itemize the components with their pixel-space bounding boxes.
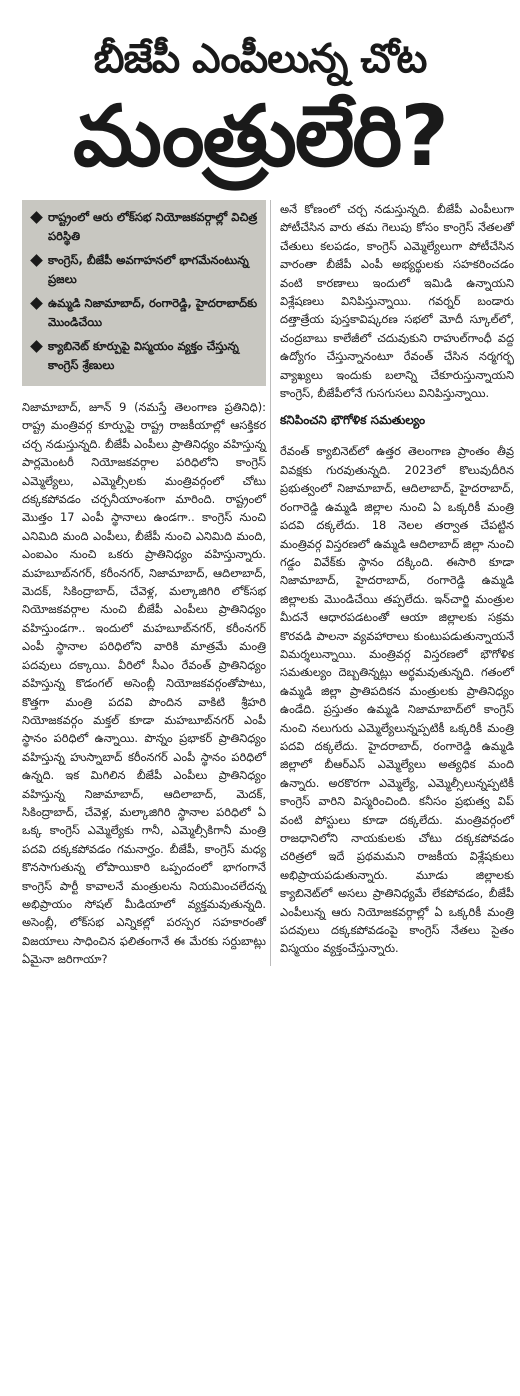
article-headline: మంత్రులేరి? — [73, 87, 447, 185]
highlight-text: కాంగ్రెస్, బీజేపీ అవగాహనలో భాగమేనంటున్న ప్రజలు — [48, 253, 249, 286]
left-column — [22, 200, 266, 977]
diamond-bullet-icon — [30, 254, 43, 267]
diamond-bullet-icon — [30, 211, 43, 224]
diamond-bullet-icon — [30, 297, 43, 310]
highlight-item — [30, 251, 258, 289]
body-paragraph: అనే కోణంలో చర్చ నడుస్తున్నది. బీజేపీ ఎంపీలుగా పోటీచేసిన వారు తమ గెలుపు కోసం కాంగ్రెస్ నేతలతో చేతులు కలపడం, కాంగ్రెస్ ఎమ్మెల్యేలుగా పోటీచేసిన వారంతా బీజేపీ ఎంపీ అభ్యర్థులకు సహకరించడం వంటి కారణాలు ఇందులో ఇమిడి ఉన్నాయని విశ్లేషణలు వినిపిస్తున్నాయి. గవర్నర్ బండారు దత్తాత్రేయ పుస్తకావిష్కరణ సభలో మోదీ స్కూల్‌లో, చంద్రబాబు కాలేజీలో చదువుకుని రాహుల్‌గాంధీ వద్ద ఉద్యోగం చేస్తున్నానంటూ రేవంత్ చేసిన నర్మగర్భ వ్యాఖ్యలు ఇందుకు బలాన్ని చేకూరుస్తున్నాయని కాంగ్రెస్, బీజేపీలోనే గుసగుసలు వినిపిస్తున్నాయి. — [280, 202, 514, 401]
body-paragraph: రేవంత్ క్యాబినెట్‌లో ఉత్తర తెలంగాణ ప్రాంతం తీవ్ర వివక్షకు గురవుతున్నది. 2023లో కొలువుదీరిన ప్రభుత్వంలో నిజామాబాద్, ఆదిలాబాద్, హైదరాబాద్, రంగారెడ్డి ఉమ్మడి జిల్లాల నుంచి ఏ ఒక్కరికీ మంత్రి పదవి దక్కలేదు. 18 నెలల తర్వాత చేపట్టిన మంత్రివర్గ విస్తరణలో ఉమ్మడి ఆదిలాబాద్ జిల్లా నుంచి గడ్డం వివేక్‌కు స్థానం దక్కింది. ఈసారి కూడా నిజామాబాద్, హైదరాబాద్, రంగారెడ్డి ఉమ్మడి జిల్లాలకు మొండిచేయి తప్పలేదు. ఇన్‌చార్జి మంత్రుల మీదనే ఆధారపడటంతో ఆయా జిల్లాలకు సక్రమ కొరవడి పాలనా వ్యవహారాలు కుంటుపడుతున్నాయనే విమర్శలున్నాయి. మంత్రివర్గ విస్తరణలో భౌగోళిక సమతుల్యం దెబ్బతిన్నట్లు అర్థమవుతున్నది. గతంలో ఉమ్మడి జిల్లా ప్రాతిపదికన మంత్రులకు ప్రాతినిధ్యం ఉండేది. ప్రస్తుతం ఉమ్మడి నిజామాబాద్‌లో కాంగ్రెస్ నుంచి నలుగురు ఎమ్మెల్యేలున్నప్పటికీ ఒక్కరికీ మంత్రి పదవి దక్కలేదు. హైదరాబాద్, రంగారెడ్డి ఉమ్మడి జిల్లాలో బీఆర్ఎస్ ఎమ్మెల్యేలు అత్యధిక మంది ఉన్నారు. అరకొరగా ఎమ్మెల్యే, ఎమ్మెల్సీలున్నప్పటికీ కాంగ్రెస్ వారిని విస్మరించింది. కనీసం ప్రభుత్వ విప్ వంటి పోస్టులు కూడా దక్కలేదు. మంత్రివర్గంలో రాజధానిలోని నాయకులకు చోటు దక్కకపోవడం చరిత్రలో ఇదే ప్రథమమని రాజకీయ విశ్లేషకులు అభిప్రాయపడుతున్నారు. మూడు జిల్లాలకు క్యాబినెట్‌లో అసలు ప్రాతినిధ్యమే లేకపోవడం, బీజేపీ ఎంపీలున్న ఆరు నియోజకవర్గాల్లో ఏ ఒక్కరికీ మంత్రి పదవులు దక్కకపోవడంపై కాంగ్రెస్ నేతలు సైతం విస్మయం వ్యక్తంచేస్తున్నారు. — [280, 444, 514, 956]
article-kicker: బీజేపీ ఎంపీలున్న చోట — [93, 36, 427, 82]
right-column — [270, 200, 514, 966]
highlight-item — [30, 337, 258, 375]
body-paragraph: నిజామాబాద్, జూన్ 9 (నమస్తే తెలంగాణ ప్రతినిధి): రాష్ట్ర మంత్రివర్గ కూర్పుపై రాష్ట్ర రాజకీయాల్లో ఆసక్తికర చర్చ నడుస్తున్నది. బీజేపీ ఎంపీలు ప్రాతినిధ్యం వహిస్తున్న పార్లమెంటరీ నియోజకవర్గాల పరిధిలోని కాంగ్రెస్ ఎమ్మెల్యేలు, ఎమ్మెల్సీలకు మంత్రివర్గంలో చోటు దక్కకపోవడం చర్చనీయాంశంగా మారింది. రాష్ట్రంలో మొత్తం 17 ఎంపీ స్థానాలు ఉండగా.. కాంగ్రెస్ నుంచి ఎనిమిది మంది ఎంపీలు, బీజేపీ నుంచి ఎనిమిది మంది, ఎంఐఎం నుంచి ఒకరు ప్రాతినిధ్యం వహిస్తున్నారు. మహబూబ్‌నగర్, కరీంనగర్, నిజామాబాద్, ఆదిలాబాద్, మెదక్, సికింద్రాబాద్, చేవెళ్ల, మల్కాజిగిరి లోక్‌సభ నియోజకవర్గాల నుంచి బీజేపీ ఎంపీలు ప్రాతినిధ్యం వహిస్తుండగా.. ఇందులో మహబూబ్‌నగర్, కరీంనగర్ ఎంపీ స్థానాల పరిధిలోని వారికి మాత్రమే మంత్రి పదవులు దక్కాయి. వీరిలో సీఎం రేవంత్ ప్రాతినిధ్యం వహిస్తున్న కొడంగల్ అసెంబ్లీ నియోజకవర్గంతోపాటు, కొత్తగా మంత్రి పదవి పొందిన వాకిటి శ్రీహరి నియోజకవర్గం మక్తల్ కూడా మహబూబ్‌నగర్ ఎంపీ స్థానం పరిధిలో ఉన్నాయి. పొన్నం ప్రభాకర్ ప్రాతినిధ్యం వహిస్తున్న హుస్నాబాద్ కరీంనగర్ ఎంపీ స్థానం పరిధిలో ఉన్నది. ఇక మిగిలిన బీజేపీ ఎంపీలు ప్రాతినిధ్యం వహిస్తున్న నిజామాబాద్, ఆదిలాబాద్, మెదక్, సికింద్రాబాద్, చేవెళ్ల, మల్కాజిగిరి స్థానాల పరిధిలో ఏ ఒక్క కాంగ్రెస్ ఎమ్మెల్యేకు గానీ, ఎమ్మెల్సీకిగానీ మంత్రి పదవి దక్కకపోవడం గమనార్హం. బీజేపీ, కాంగ్రెస్ మధ్య కొనసాగుతున్న లోపాయికారి ఒప్పందంలో భాగంగానే కాంగ్రెస్ పార్టీ కావాలనే మంత్రులను నియమించలేదన్న అభిప్రాయం సోషల్ మీడియాలో వ్యక్తమవుతున్నది. అసెంబ్లీ, లోక్‌సభ ఎన్నికల్లో పరస్పర సహకారంతో విజయాలు సాధించిన ఫలితంగానే ఈ మేరకు సర్దుబాట్లు ఏమైనా జరిగాయా? — [22, 400, 266, 967]
diamond-bullet-icon — [30, 340, 43, 353]
highlight-item — [30, 294, 258, 332]
highlight-item — [30, 208, 258, 246]
highlight-text: రాష్ట్రంలో ఆరు లోక్‌సభ నియోజకవర్గాల్లో విచిత్ర పరిస్థితి — [48, 210, 258, 243]
highlights-box — [22, 200, 266, 386]
highlight-text: క్యాబినెట్ కూర్పుపై విస్మయం వ్యక్తం చేస్తున్న కాంగ్రెస్ శ్రేణులు — [48, 339, 239, 372]
highlight-text: ఉమ్మడి నిజామాబాద్, రంగారెడ్డి, హైదరాబాద్‌కు మొండిచేయి — [48, 296, 258, 329]
section-subheading: కనిపించని భౌగోళిక సమతుల్యం — [280, 413, 426, 428]
